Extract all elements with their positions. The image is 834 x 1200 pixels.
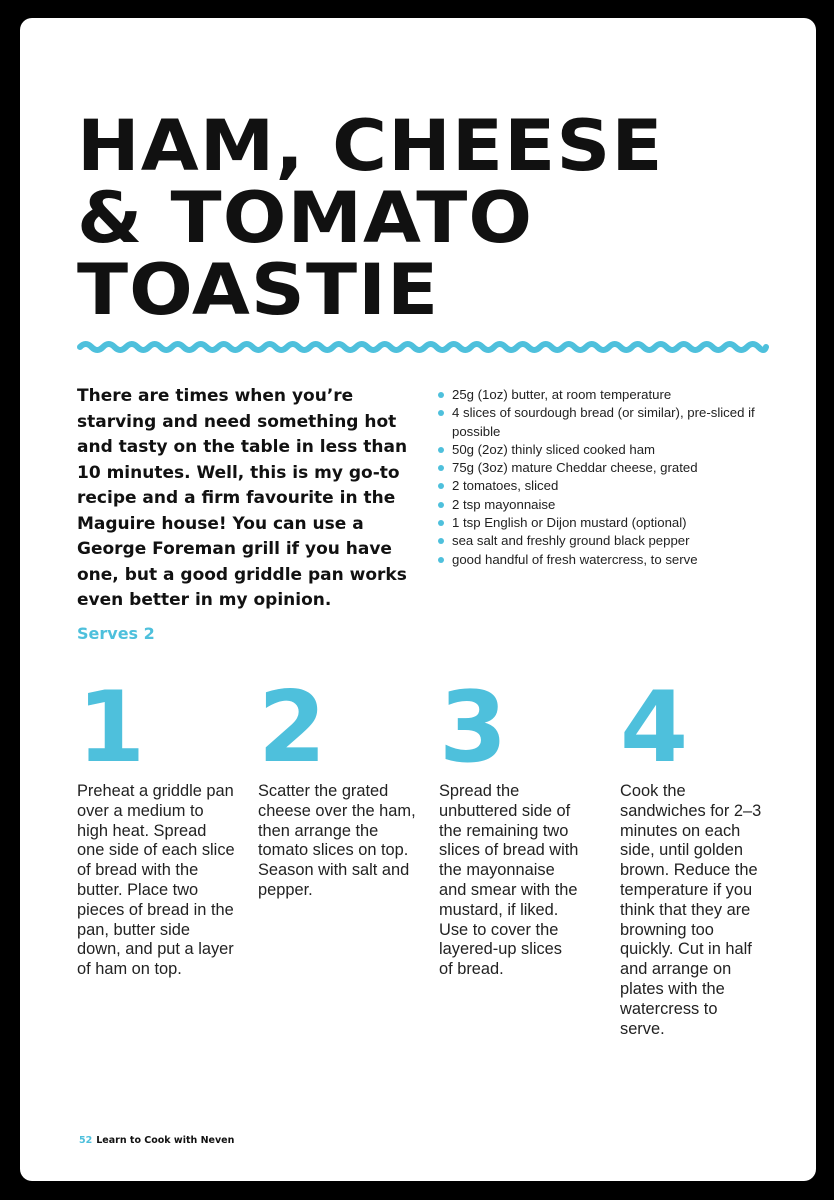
serves-label: Serves 2 [77,624,155,643]
method-step [439,671,579,980]
step-number: 2 [258,671,327,785]
ingredient-item: 2 tomatoes, sliced [434,477,774,495]
method-step [258,671,418,901]
step-text: Scatter the grated cheese over the ham, then arrange the tomato slices on top. Season with salt and pepper. [258,782,416,899]
step-text: Preheat a griddle pan over a medium to high heat. Spread one side of each slice of bread with the butter. Place two pieces of bread in the pan, butter side down, and put a layer of ham on top. [77,782,235,979]
ingredient-item: 25g (1oz) butter, at room temperature [434,386,774,404]
method-step [620,671,762,1039]
ingredient-item: 4 slices of sourdough bread (or similar), pre-sliced if possible [434,404,774,441]
ingredient-item: sea salt and freshly ground black pepper [434,532,774,550]
title-line: TOASTIE [77,249,440,331]
page-footer [79,1135,234,1146]
book-title: Learn to Cook with Neven [96,1135,235,1146]
ingredient-item: 50g (2oz) thinly sliced cooked ham [434,441,774,459]
title-line: & TOMATO [77,177,534,259]
ingredient-item: good handful of fresh watercress, to serve [434,551,774,569]
recipe-intro: There are times when you’re starving and need something hot and tasty on the table in less than 10 minutes. Well, this is my go-to recipe and a firm favourite in the Maguire house! You can use a George Foreman grill if you have one, but a good griddle pan works even better in my opinion. [77,386,408,610]
page-number: 52 [79,1135,93,1146]
recipe-title [77,105,664,331]
wave-divider [77,336,769,358]
step-number: 4 [620,671,689,785]
step-number: 1 [77,671,146,785]
ingredient-item: 2 tsp mayonnaise [434,496,774,514]
ingredient-list [434,386,774,569]
method-step [77,671,237,980]
title-line: HAM, CHEESE [77,105,664,187]
recipe-page [20,18,816,1181]
step-text: Cook the sandwiches for 2–3 minutes on each side, until golden brown. Reduce the temperature if you think that they are browning too quickly. Cut in half and arrange on plates with the watercress to serve. [620,782,762,1038]
step-text: Spread the unbuttered side of the remaining two slices of bread with the mayonnaise and smear with the mustard, if liked. Use to cover the layered-up slices of bread. [439,782,579,979]
ingredient-item: 1 tsp English or Dijon mustard (optional) [434,514,774,532]
ingredient-item: 75g (3oz) mature Cheddar cheese, grated [434,459,774,477]
step-number: 3 [439,671,508,785]
